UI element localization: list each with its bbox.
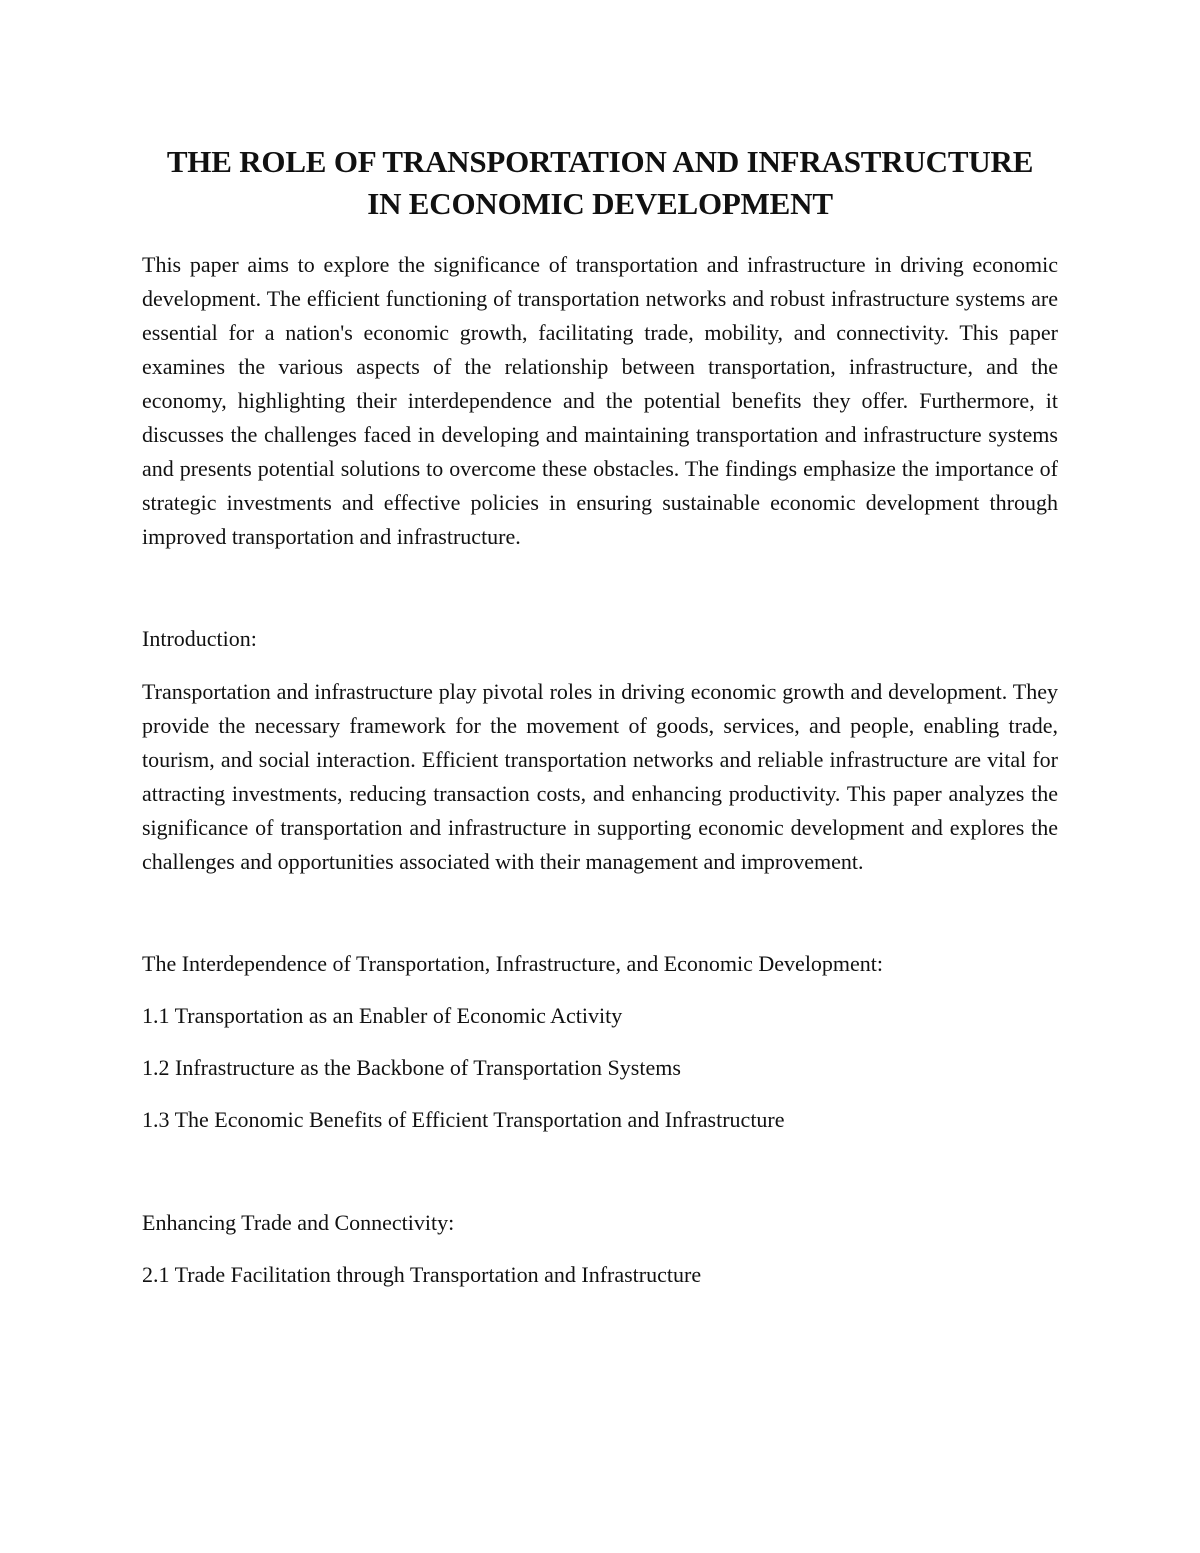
- document-title: [142, 141, 1058, 225]
- section-2-heading: Enhancing Trade and Connectivity:: [142, 1210, 455, 1235]
- title-line-2: IN ECONOMIC DEVELOPMENT: [367, 186, 833, 221]
- section-1-heading: The Interdependence of Transportation, Infrastructure, and Economic Development:: [142, 951, 884, 976]
- section-1-item-3: 1.3 The Economic Benefits of Efficient Transportation and Infrastructure: [142, 1107, 785, 1132]
- section-1-item-2: 1.2 Infrastructure as the Backbone of Transportation Systems: [142, 1055, 681, 1080]
- section-1-item-1: 1.1 Transportation as an Enabler of Economic Activity: [142, 1003, 623, 1028]
- page-content: [142, 141, 1058, 1292]
- introduction-heading: Introduction:: [142, 626, 257, 651]
- abstract-paragraph: This paper aims to explore the significance of transportation and infrastructure in driving economic development. The efficient functioning of transportation networks and robust infrastructure systems are essential for a nation's economic growth, facilitating trade, mobility, and connectivity. This paper examines the various aspects of the relationship between transportation, infrastructure, and the economy, highlighting their interdependence and the potential benefits they offer. Furthermore, it discusses the challenges faced in developing and maintaining transportation and infrastructure systems and presents potential solutions to overcome these obstacles. The findings emphasize the importance of strategic investments and effective policies in ensuring sustainable economic development through improved transportation and infrastructure.: [142, 252, 1058, 549]
- introduction-paragraph: Transportation and infrastructure play pivotal roles in driving economic growth and development. They provide the necessary framework for the movement of goods, services, and people, enabling trade, tourism, and social interaction. Efficient transportation networks and reliable infrastructure are vital for attracting investments, reducing transaction costs, and enhancing productivity. This paper analyzes the significance of transportation and infrastructure in supporting economic development and explores the challenges and opportunities associated with their management and improvement.: [142, 679, 1058, 874]
- title-line-1: THE ROLE OF TRANSPORTATION AND INFRASTRUCTURE: [166, 144, 1034, 179]
- section-2-item-1: 2.1 Trade Facilitation through Transportation and Infrastructure: [142, 1262, 702, 1287]
